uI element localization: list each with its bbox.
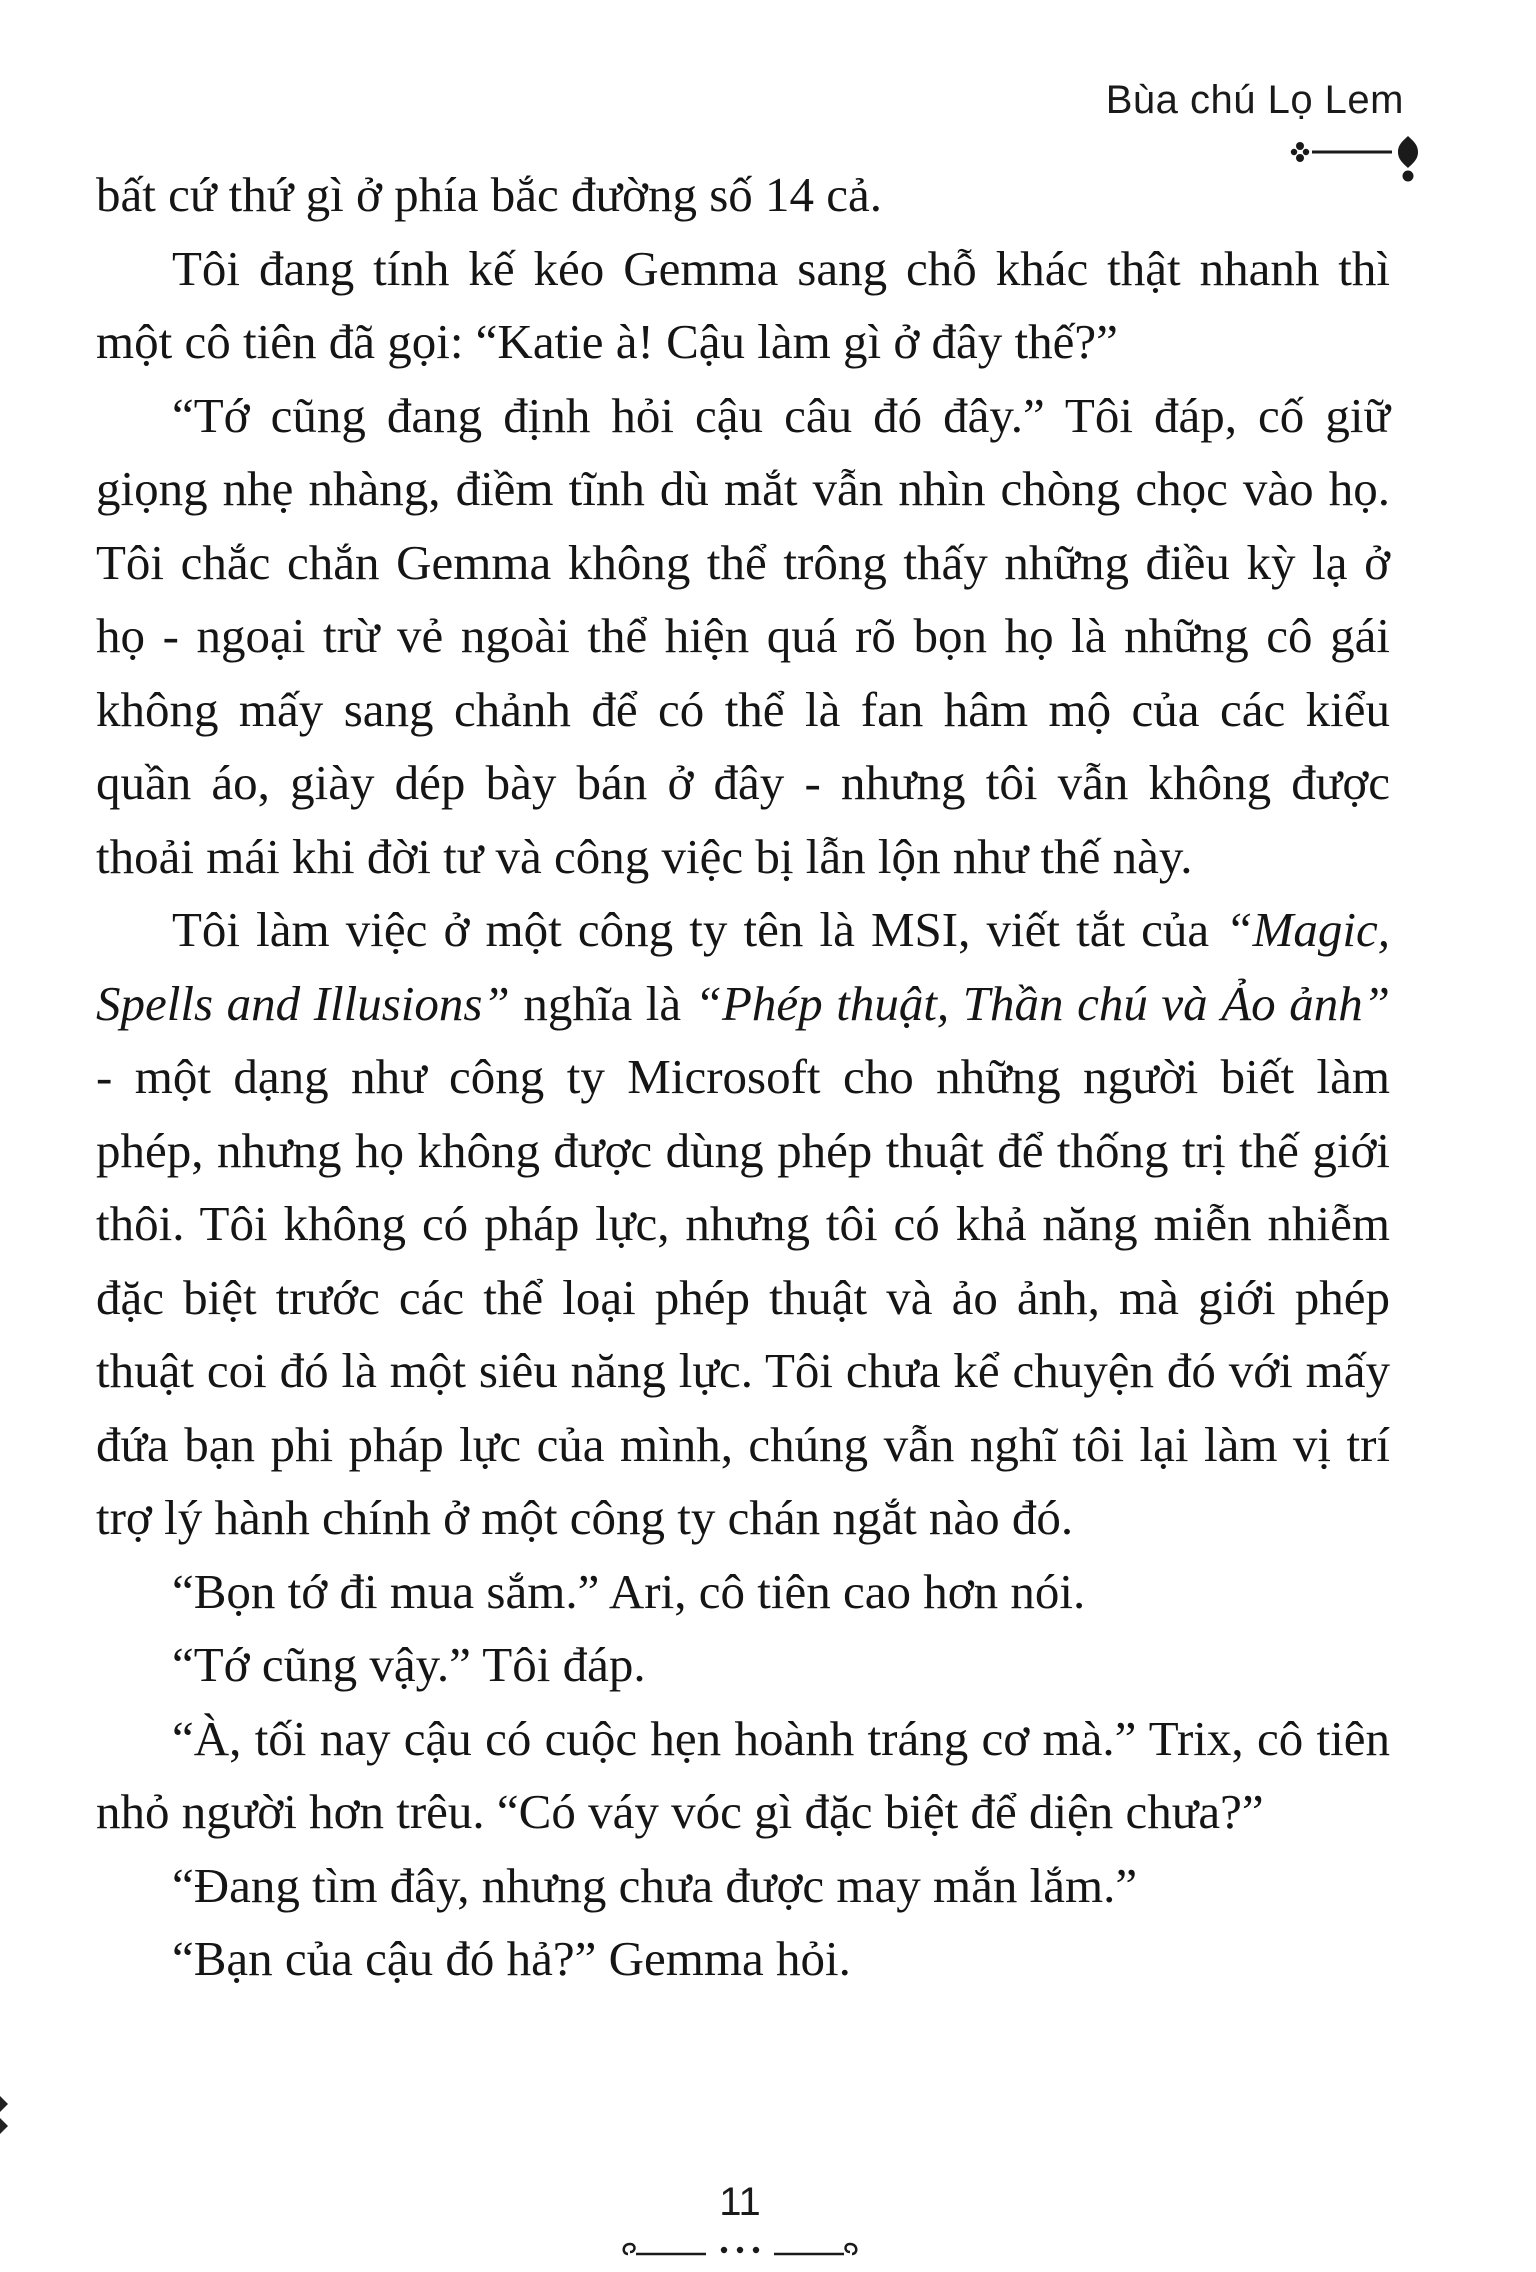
paragraph-text: “Bạn của cậu đó hả?” Gemma hỏi. (172, 1931, 851, 1986)
paragraph-text: bất cứ thứ gì ở phía bắc đường số 14 cả. (96, 167, 883, 222)
page-footer (580, 2180, 900, 2270)
italic-phrase-vietnamese: “Phép thuật, Thần chú và Ảo ảnh” (694, 975, 1390, 1031)
paragraph (96, 1555, 1390, 1629)
paragraph (96, 1702, 1390, 1849)
running-header-title: Bùa chú Lọ Lem (1105, 78, 1404, 122)
paragraph (96, 1922, 1390, 1996)
paragraph-text: “Đang tìm đây, nhưng chưa được may mắn lắm.” (172, 1857, 1138, 1913)
paragraph-text: “Tớ cũng vậy.” Tôi đáp. (172, 1637, 646, 1692)
page-edge-ornament-icon (0, 2092, 16, 2138)
paragraph-text: “Tớ cũng đang định hỏi cậu câu đó đây.” Tôi đáp, cố giữ giọng nhẹ nhàng, điềm tĩnh dù mắt vẫn nhìn chòng chọc vào họ. Tôi chắc chắn Gemma không thể trông thấy những điều kỳ lạ ở họ - ngoại trừ vẻ ngoài thể hiện quá rõ bọn họ là những cô gái không mấy sang chảnh để có thể là fan hâm mộ của các kiểu quần áo, giày dép bày bán ở đây - nhưng tôi vẫn không được thoải mái khi đời tư và công việc bị lẫn lộn như thế này. (96, 387, 1390, 884)
footer-flourish-ornament-icon (620, 2230, 860, 2270)
paragraph (96, 1849, 1390, 1923)
paragraph (96, 158, 1390, 232)
paragraph-text: - một dạng như công ty Microsoft cho những người biết làm phép, nhưng họ không được dùng phép thuật để thống trị thế giới thôi. Tôi không có pháp lực, nhưng tôi có khả năng miễn nhiễm đặc biệt trước các thể loại phép thuật và ảo ảnh, mà giới phép thuật coi đó là một siêu năng lực. Tôi chưa kể chuyện đó với mấy đứa bạn phi pháp lực của mình, chúng vẫn nghĩ tôi lại làm vị trí trợ lý hành chính ở một công ty chán ngắt nào đó. (96, 1049, 1390, 1545)
italic-phrase-english: “Magic, Spells and Illusions” (96, 902, 1390, 1031)
page-number: 11 (719, 2180, 761, 2224)
body-text (96, 158, 1390, 1996)
paragraph (96, 893, 1390, 1555)
paragraph-text: “Bọn tớ đi mua sắm.” Ari, cô tiên cao hơn nói. (172, 1563, 1086, 1619)
paragraph-text: “À, tối nay cậu có cuộc hẹn hoành tráng cơ mà.” Trix, cô tiên nhỏ người hơn trêu. “Có váy vóc gì đặc biệt để diện chưa?” (96, 1710, 1390, 1839)
paragraph (96, 1628, 1390, 1702)
paragraph-text: Tôi làm việc ở một công ty tên là MSI, viết tắt của (172, 902, 1226, 957)
paragraph (96, 232, 1390, 379)
paragraph-text: nghĩa là (509, 975, 695, 1031)
paragraph (96, 379, 1390, 894)
paragraph-text: Tôi đang tính kế kéo Gemma sang chỗ khác thật nhanh thì một cô tiên đã gọi: “Katie à! Cậu làm gì ở đây thế?” (96, 240, 1390, 369)
